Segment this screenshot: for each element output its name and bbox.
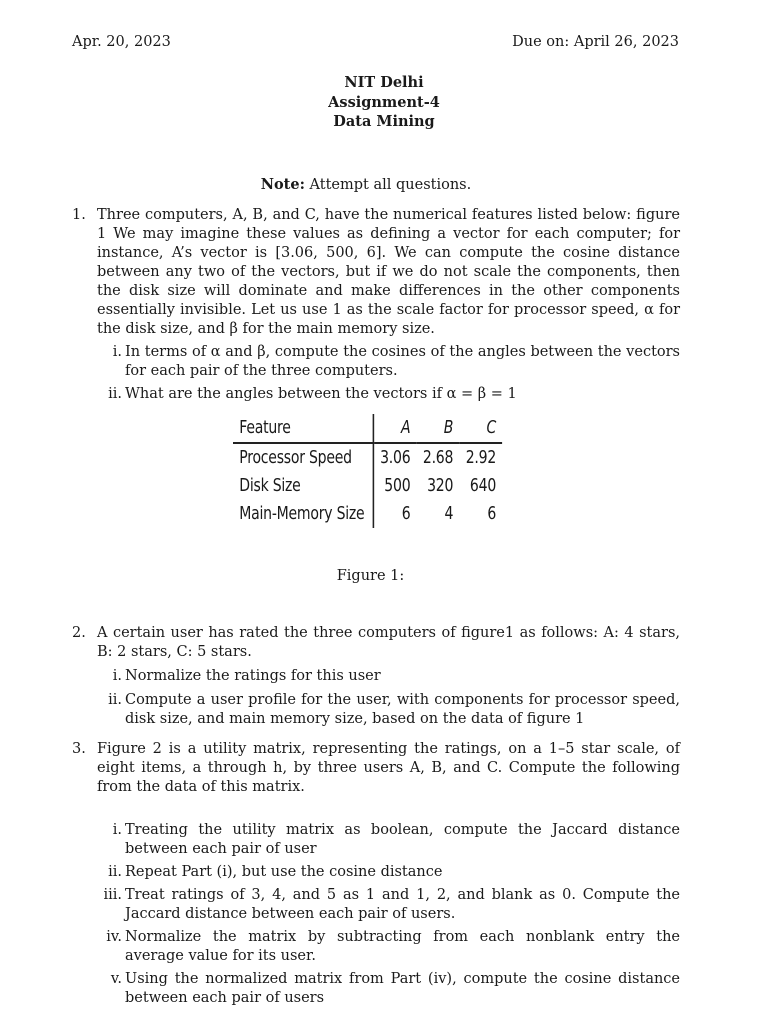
table-row	[233, 443, 502, 472]
table-header-a: A	[373, 414, 417, 443]
note-label: Note:	[260, 176, 305, 193]
table-row	[233, 472, 502, 500]
subquestion-number: ii.	[108, 692, 122, 708]
question-text: Three computers, A, B, and C, have the numerical features listed below: figure 1 We may imagine these values as defining a vector for each computer; for instance, A’s vector is [3.06, 500, 6]. We can compute the cosine distance between any two of the vectors, but if we do not scale the components, then the disk size will dominate and make differences in the other components essentially invisible. Let us use 1 as the scale factor for processor speed, α for the disk size, and β for the main memory size.	[97, 207, 680, 337]
document-title	[0, 73, 768, 132]
note-text: Attempt all questions.	[304, 177, 472, 193]
subquestion-number: ii.	[108, 864, 122, 880]
subquestion-text: What are the angles between the vectors if α = β = 1	[125, 386, 517, 402]
due-date: Due on: April 26, 2023	[512, 34, 679, 50]
table-cell: 640	[469, 475, 497, 496]
subquestion	[97, 691, 680, 729]
table-cell: 3.06	[380, 447, 411, 468]
subquestion-text: In terms of α and β, compute the cosines of the angles between the vectors for each pair of the three computers.	[125, 344, 680, 379]
table-cell: 500	[384, 475, 411, 496]
subquestion-number: v.	[110, 971, 122, 987]
table-cell: 320	[427, 475, 454, 496]
institute-name: NIT Delhi	[344, 74, 424, 91]
subquestion	[97, 821, 680, 859]
table-cell: 2.68	[422, 447, 454, 468]
table-cell: 6	[401, 503, 411, 524]
subquestion-number: iv.	[106, 929, 122, 945]
table-row	[233, 500, 502, 528]
subquestion	[97, 863, 680, 882]
table-cell-label: Disk Size	[233, 472, 373, 500]
table-header-c: C	[459, 414, 502, 443]
table-header-feature: Feature	[233, 414, 373, 443]
subquestion	[97, 385, 680, 404]
subquestion-number: iii.	[103, 887, 122, 903]
question-2	[72, 624, 680, 729]
table-cell: 4	[444, 503, 454, 524]
subquestion-number: i.	[112, 668, 122, 684]
subquestion-text: Using the normalized matrix from Part (iv), compute the cosine distance between each pair of users	[125, 971, 680, 1006]
subquestion	[97, 928, 680, 966]
subquestion-text: Normalize the matrix by subtracting from each nonblank entry the average value for its user.	[125, 929, 680, 964]
subquestion-text: Normalize the ratings for this user	[125, 668, 381, 684]
course-name: Data Mining	[333, 113, 435, 130]
table-cell: 6	[487, 503, 497, 524]
question-3	[72, 740, 680, 1008]
assignment-date: Apr. 20, 2023	[72, 34, 171, 50]
subquestion	[97, 343, 680, 381]
question-text: A certain user has rated the three computers of figure1 as follows: A: 4 stars, B: 2 stars, C: 5 stars.	[97, 625, 680, 660]
assignment-number: Assignment-4	[328, 93, 440, 111]
table-header-b: B	[417, 414, 460, 443]
subquestion	[97, 667, 680, 686]
figure-1-table	[233, 414, 578, 528]
question-number: 2.	[72, 625, 86, 641]
subquestion-text: Treating the utility matrix as boolean, compute the Jaccard distance between each pair of user	[125, 822, 680, 857]
table-cell-label: Main-Memory Size	[233, 500, 373, 528]
subquestion-number: i.	[112, 822, 122, 838]
subquestion-number: ii.	[108, 386, 122, 402]
table-cell-label: Processor Speed	[233, 443, 373, 472]
subquestion	[97, 886, 680, 924]
question-1	[72, 206, 680, 404]
question-text: Figure 2 is a utility matrix, representing the ratings, on a 1–5 star scale, of eight items, a through h, by three users A, B, and C. Compute the following from the data of this matrix.	[97, 741, 680, 795]
note	[0, 175, 732, 195]
subquestion-text: Repeat Part (i), but use the cosine distance	[125, 864, 443, 880]
subquestion-text: Treat ratings of 3, 4, and 5 as 1 and 1, 2, and blank as 0. Compute the Jaccard distance between each pair of users.	[125, 887, 680, 922]
question-number: 3.	[72, 741, 86, 757]
subquestion	[97, 970, 680, 1008]
figure-1-caption: Figure 1:	[336, 568, 405, 584]
subquestion-text: Compute a user profile for the user, with components for processor speed, disk size, and main memory size, based on the data of figure 1	[125, 692, 680, 727]
subquestion-number: i.	[112, 344, 122, 360]
table-cell: 2.92	[465, 447, 497, 468]
question-number: 1.	[72, 207, 86, 223]
